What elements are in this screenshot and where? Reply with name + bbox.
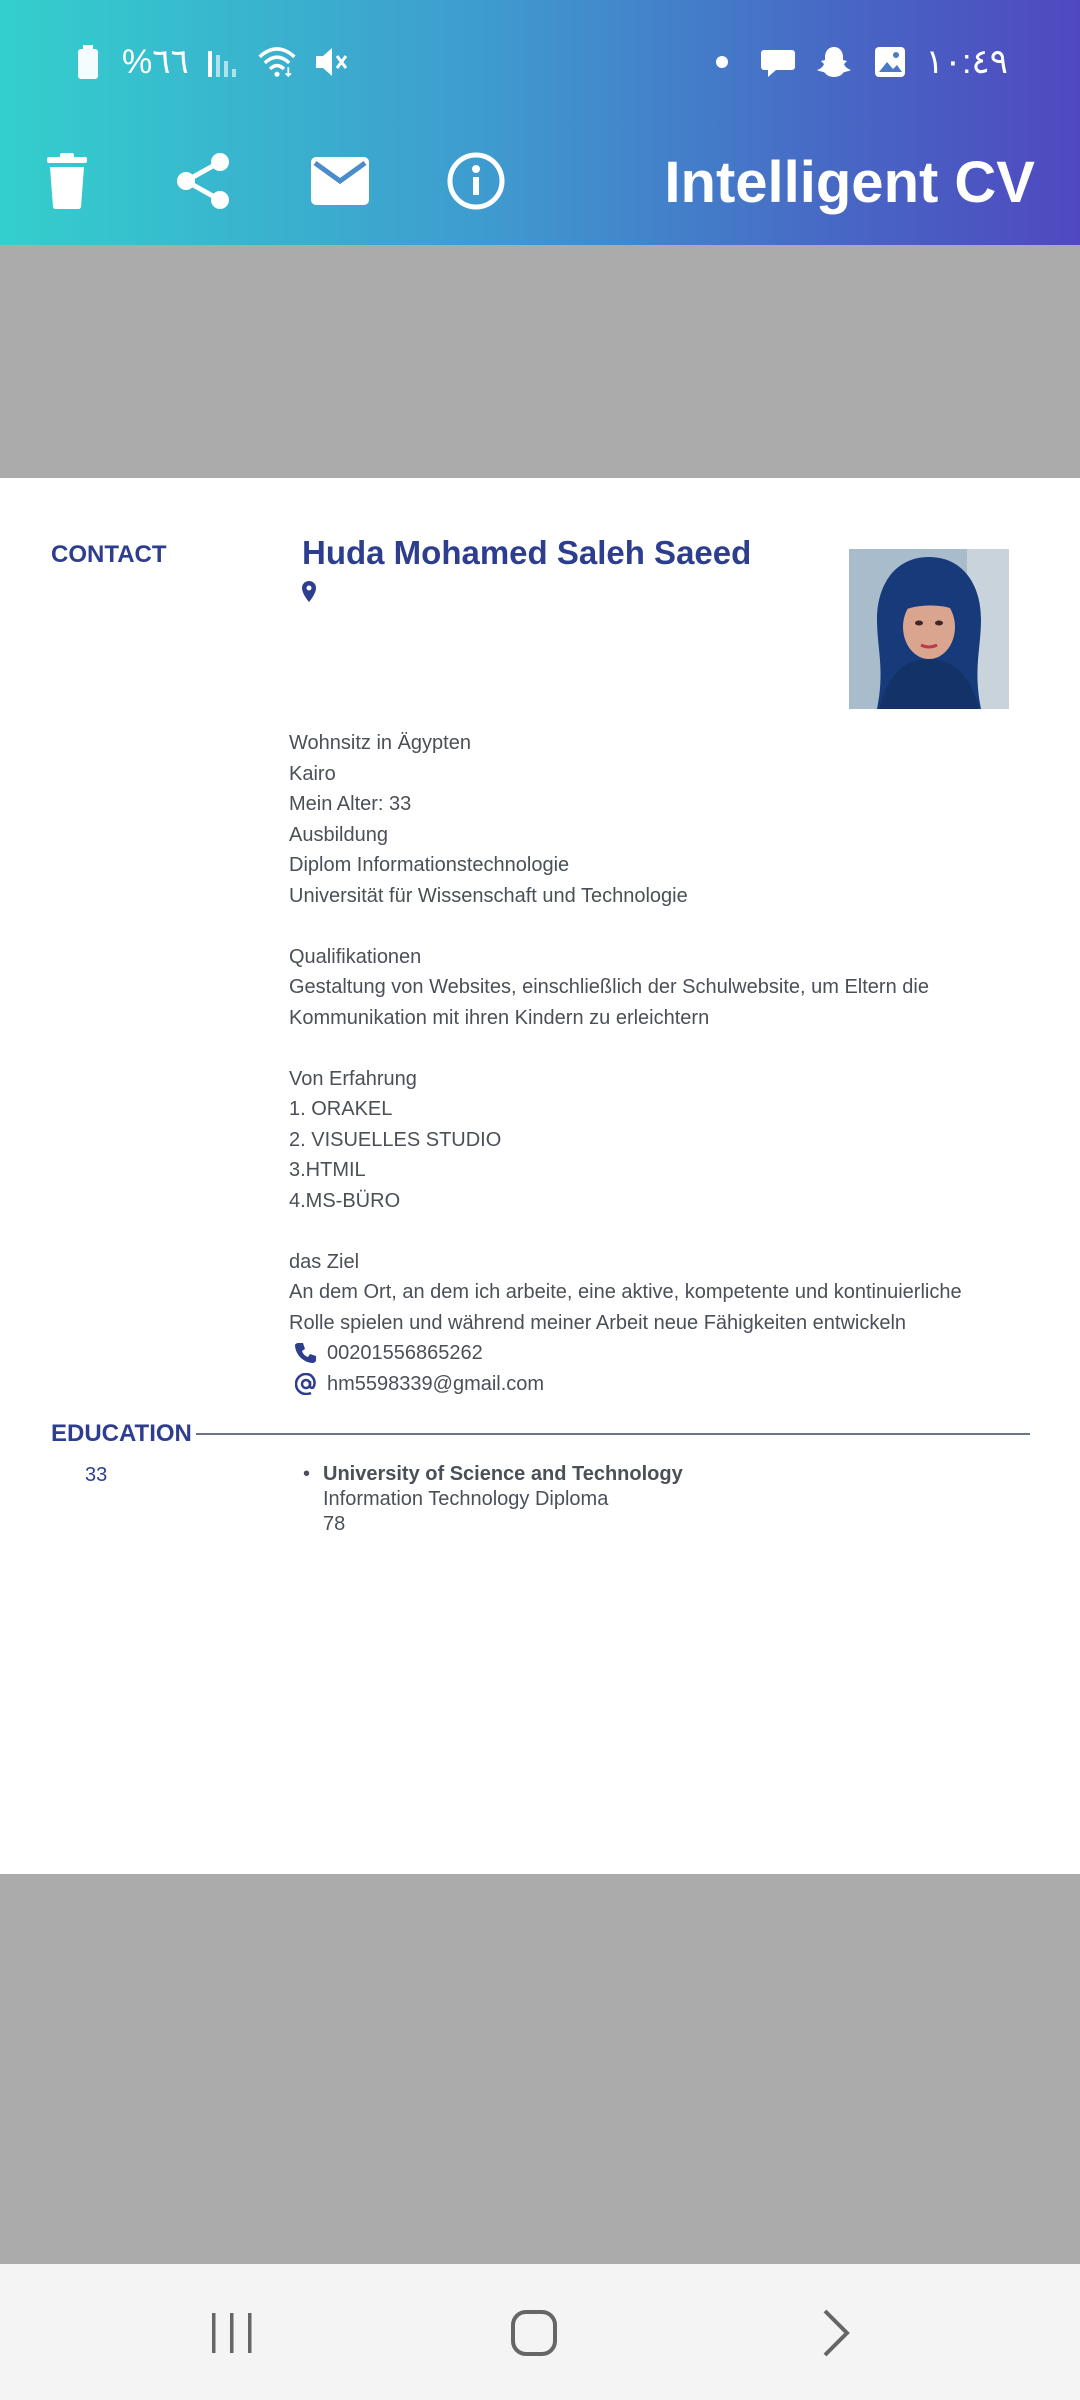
chevron-right-icon (821, 2308, 851, 2358)
education-school: University of Science and Technology (323, 1463, 683, 1485)
cv-line: Diplom Informationstechnologie (289, 854, 570, 876)
cv-line: Kairo (289, 762, 336, 785)
cv-line: 4.MS-BÜRO (289, 1189, 401, 1212)
cv-line (289, 1033, 1009, 1064)
email-row (289, 1369, 1009, 1400)
status-bar (0, 0, 1080, 120)
chat-icon (758, 42, 798, 82)
snapchat-icon (814, 42, 854, 82)
cv-line: Rolle spielen und während meiner Arbeit neue Fähigkeiten entwickeln (289, 1311, 907, 1334)
cv-line: Gestaltung von Websites, einschließlich der Schulwebsite, um Eltern die (289, 976, 929, 998)
info-icon (447, 152, 505, 210)
mute-icon (311, 42, 351, 82)
education-year: 33 (85, 1464, 108, 1486)
phone-icon (295, 1342, 317, 1364)
gallery-icon (870, 42, 910, 82)
phone-row (289, 1338, 1009, 1369)
cv-line (289, 1216, 1009, 1247)
education-divider (196, 1433, 1030, 1435)
bottom-margin-area (0, 1874, 1080, 2264)
delete-button[interactable] (22, 136, 112, 226)
clock: ١٠:٤٩ (925, 43, 1008, 81)
cv-line: Kommunikation mit ihren Kindern zu erleichtern (289, 1006, 710, 1029)
app-title: Intelligent CV (664, 150, 1035, 215)
list-bullet: • (303, 1463, 311, 1485)
phone-number: 00201556865262 (327, 1342, 483, 1364)
info-button[interactable] (431, 136, 521, 226)
education-grade: 78 (323, 1513, 346, 1535)
cv-line: Mein Alter: 33 (289, 793, 412, 815)
cv-line: Qualifikationen (289, 945, 422, 968)
cv-line: 3.HTMIL (289, 1159, 366, 1181)
recent-apps-icon (209, 2311, 255, 2355)
email-address: hm5598339@gmail.com (327, 1372, 545, 1395)
trash-icon (45, 153, 89, 209)
at-sign-icon (295, 1373, 317, 1395)
back-button[interactable] (791, 2288, 881, 2378)
email-button[interactable] (295, 136, 385, 226)
dot-icon (702, 42, 742, 82)
education-heading: EDUCATION (51, 1420, 192, 1447)
share-icon (174, 152, 232, 210)
contact-heading: CONTACT (51, 541, 167, 568)
cv-line: Ausbildung (289, 823, 388, 846)
recent-apps-button[interactable] (187, 2288, 277, 2378)
app-header (0, 0, 1080, 245)
home-icon (510, 2309, 558, 2357)
cv-line: Universität für Wissenschaft und Technologie (289, 884, 688, 907)
person-name: Huda Mohamed Saleh Saeed (302, 534, 752, 571)
navigation-bar (0, 2264, 1080, 2400)
cv-line: 2. VISUELLES STUDIO (289, 1128, 502, 1151)
cv-details (289, 728, 1009, 1399)
cv-page[interactable] (0, 478, 1080, 1874)
cv-line: An dem Ort, an dem ich arbeite, eine aktive, kompetente und kontinuierliche (289, 1281, 962, 1303)
cv-line: Wohnsitz in Ägypten (289, 732, 471, 754)
wifi-icon (257, 42, 297, 82)
signal-icon (203, 42, 243, 82)
home-button[interactable] (489, 2288, 579, 2378)
mail-icon (311, 157, 369, 205)
education-degree: Information Technology Diploma (323, 1488, 609, 1510)
education-entry (303, 1462, 683, 1537)
cv-line: 1. ORAKEL (289, 1098, 393, 1120)
cv-line: Von Erfahrung (289, 1067, 417, 1090)
toolbar (0, 120, 1080, 245)
profile-photo (849, 549, 1009, 709)
share-button[interactable] (158, 136, 248, 226)
top-margin-area (0, 245, 1080, 478)
battery-percent: %٦٦ (122, 43, 189, 81)
cv-line (289, 911, 1009, 942)
location-pin-icon (300, 580, 318, 604)
cv-line: das Ziel (289, 1250, 360, 1273)
battery-icon (68, 42, 108, 82)
